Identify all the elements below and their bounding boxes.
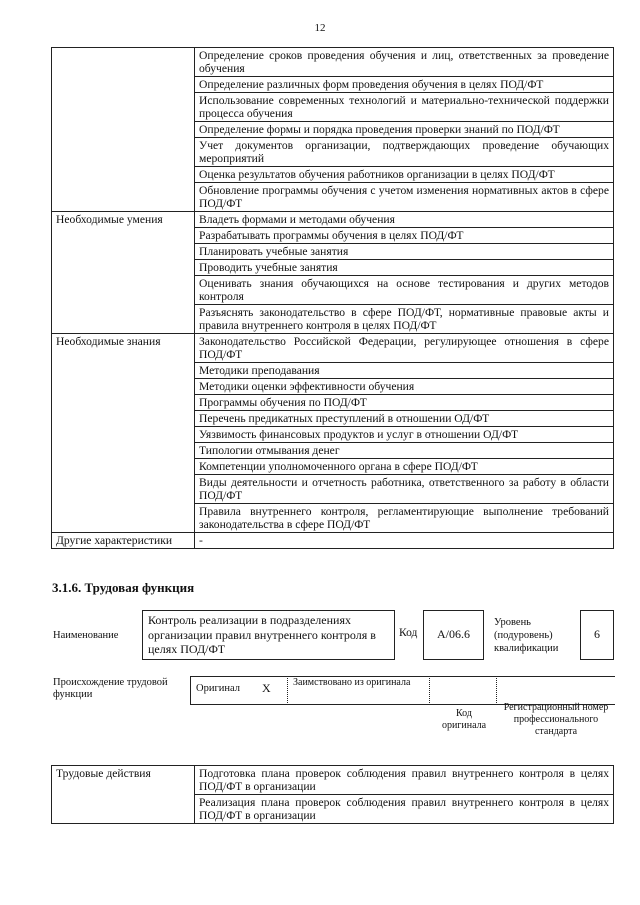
code-original-caption: Код оригинала (441, 708, 487, 731)
code-box (423, 610, 484, 660)
row-label: Необходимые знания (52, 334, 195, 533)
row-label: Трудовые действия (52, 766, 195, 824)
row-item: Проводить учебные занятия (195, 260, 614, 276)
row-item: Оценивать знания обучающихся на основе тестирования и других методов контроля (195, 276, 614, 305)
row-item: Виды деятельности и отчетность работника, ответственного за работу в области ПОД/ФТ (195, 475, 614, 504)
row-label (52, 48, 195, 212)
row-item: Перечень предикатных преступлений в отношении ОД/ФТ (195, 411, 614, 427)
table-row (52, 48, 614, 77)
page-number: 12 (314, 22, 326, 34)
row-item: Правила внутреннего контроля, регламентирующие выполнение требований законодательства в сфере ПОД/ФТ (195, 504, 614, 533)
section-title: 3.1.6. Трудовая функция (52, 580, 195, 595)
origin-divider-2 (429, 676, 431, 705)
labor-actions-table (51, 765, 614, 824)
row-item: Типологии отмывания денег (195, 443, 614, 459)
row-item: Методики оценки эффективности обучения (195, 379, 614, 395)
row-item: Программы обучения по ПОД/ФТ (195, 395, 614, 411)
origin-label: Происхождение трудовой функции (53, 677, 168, 700)
row-item: Оценка результатов обучения работников организации в целях ПОД/ФТ (195, 167, 614, 183)
row-item: - (195, 533, 614, 549)
function-name-value: Контроль реализации в подразделениях организации правил внутреннего контроля в целях ПОД/ФТ (148, 613, 376, 656)
row-item: Подготовка плана проверок соблюдения правил внутреннего контроля в целях ПОД/ФТ в организации (195, 766, 614, 795)
row-item: Разрабатывать программы обучения в целях ПОД/ФТ (195, 228, 614, 244)
row-item: Обновление программы обучения с учетом изменения нормативных актов в сфере ПОД/ФТ (195, 183, 614, 212)
row-item: Определение формы и порядка проведения проверки знаний по ПОД/ФТ (195, 122, 614, 138)
level-value: 6 (594, 627, 600, 641)
row-item: Определение различных форм проведения обучения в целях ПОД/ФТ (195, 77, 614, 93)
row-item: Уязвимость финансовых продуктов и услуг в отношении ОД/ФТ (195, 427, 614, 443)
original-label: Оригинал (196, 683, 240, 694)
origin-divider-1 (287, 676, 289, 705)
level-label: Уровень (подуровень) квалификации (494, 617, 559, 654)
row-item: Методики преподавания (195, 363, 614, 379)
row-item: Планировать учебные занятия (195, 244, 614, 260)
original-mark: X (262, 681, 271, 695)
row-item: Компетенции уполномоченного органа в сфере ПОД/ФТ (195, 459, 614, 475)
table-row (52, 334, 614, 363)
row-item: Владеть формами и методами обучения (195, 212, 614, 228)
row-item: Законодательство Российской Федерации, регулирующее отношения в сфере ПОД/ФТ (195, 334, 614, 363)
row-item: Использование современных технологий и материально-технической поддержки процесса обучения (195, 93, 614, 122)
row-item: Определение сроков проведения обучения и лиц, ответственных за проведение обучения (195, 48, 614, 77)
code-value: A/06.6 (437, 627, 470, 641)
table-row (52, 766, 614, 795)
table-row (52, 533, 614, 549)
row-label: Необходимые умения (52, 212, 195, 334)
row-item: Разъяснять законодательство в сфере ПОД/ФТ, нормативные правовые акты и правила внутреннего контроля в целях ПОД/ФТ (195, 305, 614, 334)
name-label: Наименование (53, 630, 119, 641)
origin-divider-3 (496, 676, 498, 705)
code-label: Код (399, 627, 418, 639)
table-row (52, 212, 614, 228)
row-item: Учет документов организации, подтверждающих проведение обучающих мероприятий (195, 138, 614, 167)
row-item: Реализация плана проверок соблюдения правил внутреннего контроля в целях ПОД/ФТ в организации (195, 795, 614, 824)
row-label: Другие характеристики (52, 533, 195, 549)
function-name-box (142, 610, 395, 660)
reg-number-caption: Регистрационный номер профессионального стандарта (503, 702, 609, 737)
level-box (580, 610, 614, 660)
borrowed-label: Заимствовано из оригинала (293, 677, 411, 688)
competency-table (51, 47, 614, 549)
